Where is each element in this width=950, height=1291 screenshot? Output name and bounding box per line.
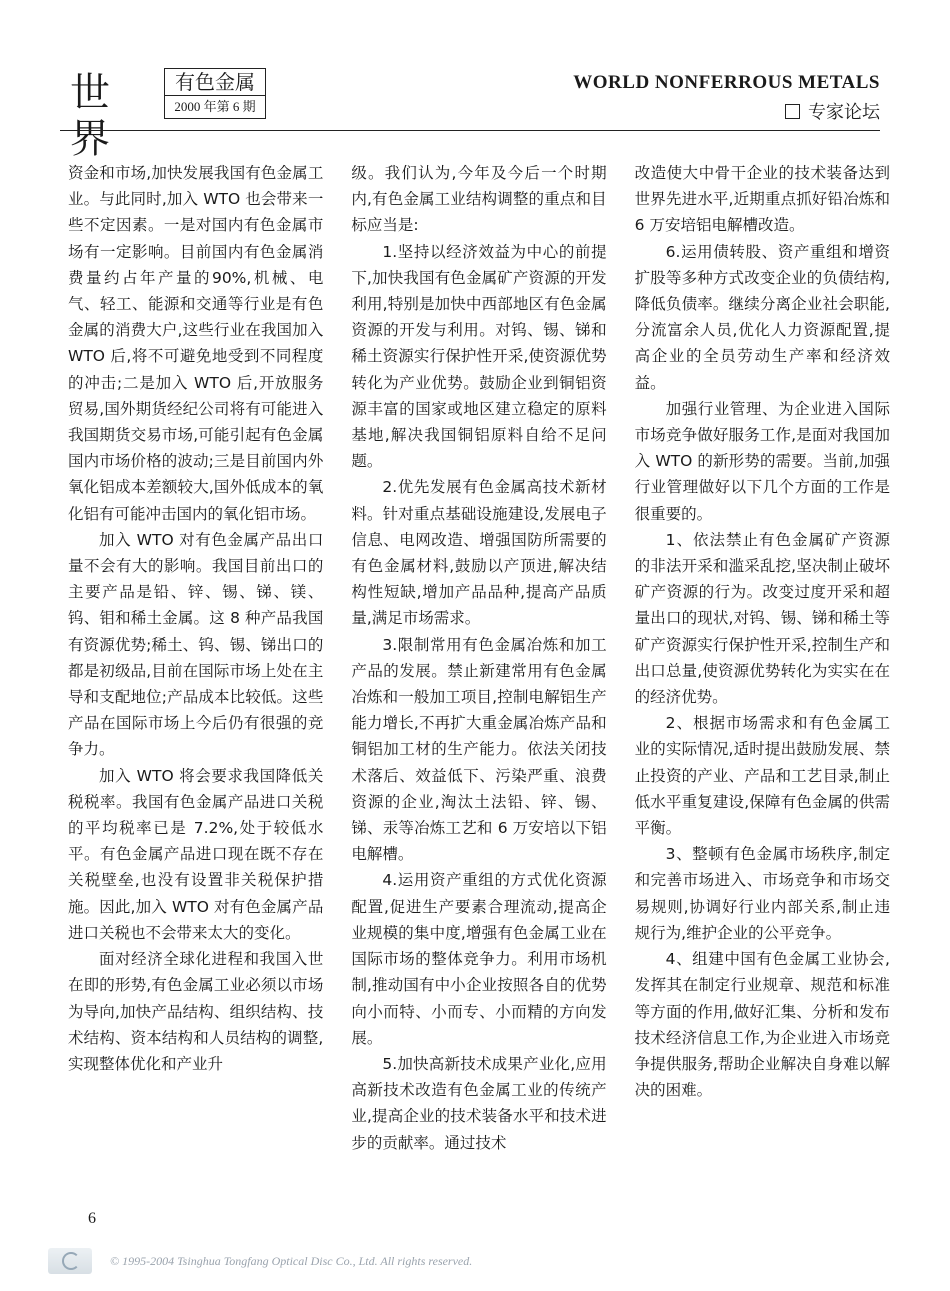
article-body [68, 160, 890, 1156]
paragraph: 4.运用资产重组的方式优化资源配置,促进生产要素合理流动,提高企业规模的集中度,增强有色金属工业在国际市场的整体竞争力。利用市场机制,推动国有中小企业按照各自的优势向小而特、小而专、小而精的方向发展。 [351, 871, 607, 1047]
paragraph: 3.限制常用有色金属冶炼和加工产品的发展。禁止新建常用有色金属冶炼和一般加工项目,控制电解铝生产能力增长,不再扩大重金属冶炼产品和铜铝加工材的生产能力。依法关闭技术落后、效益低下、污染严重、浪费资源的企业,淘汰土法铅、锌、锡、锑、汞等冶炼工艺和 6 万安培以下铝电解槽。 [351, 635, 607, 864]
section-label: 专家论坛 [808, 102, 880, 123]
paragraph: 加入 WTO 对有色金属产品出口量不会有大的影响。我国目前出口的主要产品是铅、锌、锡、锑、镁、钨、钼和稀土金属。这 8 种产品我国有资源优势;稀土、钨、锡、锑出口的都是初级品,目前在国际市场上处在主导和支配地位;产品成本比较低。这些产品在国际市场上今后仍有很强的竞争力。 [68, 530, 324, 759]
header-rule [60, 130, 880, 131]
masthead-world: 世界 [70, 70, 111, 162]
paragraph: 加入 WTO 将会要求我国降低关税税率。我国有色金属产品进口关税的平均税率已是 7.2%,处于较低水平。有色金属产品进口现在既不存在关税壁垒,也没有设置非关税保护措施。因此,加入 WTO 对有色金属产品进口关税也不会带来太大的变化。 [68, 766, 324, 942]
paragraph: 5.加快高新技术成果产业化,应用高新技术改造有色金属工业的传统产业,提高企业的技术装备水平和技术进步的贡献率。通过技术 [351, 1054, 607, 1152]
paragraph: 2、根据市场需求和有色金属工业的实际情况,适时提出鼓励发展、禁止投资的产业、产品和工艺目录,制止低水平重复建设,保障有色金属的供需平衡。 [634, 714, 890, 838]
paragraph: 1.坚持以经济效益为中心的前提下,加快我国有色金属矿产资源的开发利用,特别是加快中西部地区有色金属资源的开发与利用。对钨、锡、锑和稀土资源实行保护性开采,使资源优势转化为产业优势。鼓励企业到铜铝资源丰富的国家或地区建立稳定的原料基地,解决我国铜铝原料自给不足问题。 [351, 242, 607, 471]
page-number: 6 [88, 1210, 96, 1227]
journal-title-box [164, 68, 266, 119]
paragraph: 资金和市场,加快发展我国有色金属工业。与此同时,加入 WTO 也会带来一些不定因素。一是对国内有色金属市场有一定影响。目前国内有色金属消费量约占年产量的90%,机械、电气、轻工、能源和交通等行业是有色金属的消费大户,这些行业在我国加入 WTO 后,将不可避免地受到不同程度的冲击;二是加入 WTO 后,开放服务贸易,国外期货经纪公司将有可能进入我国期货交易市场,可能引起有色金属国内市场价格的波动;三是目前国内外氧化铝成本差额较大,国外低成本的氧化铝有可能冲击国内的氧化铝市场。 [68, 164, 324, 523]
text-column-1 [68, 160, 323, 1156]
text-column-3 [635, 160, 890, 1156]
journal-name: 有色金属 [165, 69, 265, 96]
page-footer [48, 1246, 928, 1276]
english-journal-title: WORLD NONFERROUS METALS [573, 72, 880, 93]
paragraph: 4、组建中国有色金属工业协会,发挥其在制定行业规章、规范和标准等方面的作用,做好汇集、分析和发布技术经济信息工作,为企业进入市场竞争提供服务,帮助企业解决自身难以解决的困难。 [634, 950, 890, 1100]
copyright-notice: © 1995-2004 Tsinghua Tongfang Optical Disc Co., Ltd. All rights reserved. [110, 1253, 473, 1268]
paragraph: 改造使大中骨干企业的技术装备达到世界先进水平,近期重点抓好铅冶炼和 6 万安培铝电解槽改造。 [634, 164, 890, 235]
paragraph: 面对经济全球化进程和我国入世在即的形势,有色金属工业必须以市场为导向,加快产品结构、组织结构、技术结构、资本结构和人员结构的调整,实现整体优化和产业升 [68, 950, 324, 1073]
paragraph: 6.运用债转股、资产重组和增资扩股等多种方式改变企业的负债结构,降低负债率。继续分离企业社会职能,分流富余人员,优化人力资源配置,提高企业的全员劳动生产率和经济效益。 [634, 242, 890, 392]
journal-issue: 2000 年第 6 期 [174, 99, 256, 114]
paragraph: 2.优先发展有色金属高技术新材料。针对重点基础设施建设,发展电子信息、电网改造、增强国防所需要的有色金属材料,鼓励以产顶进,解决结构性短缺,增加产品品种,提高产品质量,满足市场需求。 [351, 478, 607, 628]
section-tag [785, 98, 880, 124]
page-header [60, 62, 880, 162]
paragraph: 3、整顿有色金属市场秩序,制定和完善市场进入、市场竞争和市场交易规则,协调好行业内部关系,制止违规行为,维护企业的公平竞争。 [634, 845, 890, 942]
paragraph: 加强行业管理、为企业进入国际市场竞争做好服务工作,是面对我国加入 WTO 的新形势的需要。当前,加强行业管理做好以下几个方面的工作是很重要的。 [634, 399, 890, 523]
paragraph: 级。我们认为,今年及今后一个时期内,有色金属工业结构调整的重点和目标应当是: [351, 164, 607, 235]
square-icon [785, 104, 800, 119]
text-column-2 [351, 160, 606, 1156]
publisher-logo-icon [48, 1248, 92, 1274]
paragraph: 1、依法禁止有色金属矿产资源的非法开采和滥采乱挖,坚决制止破坏矿产资源的行为。改变过度开采和超量出口的现状,对钨、锡、锑和稀土等矿产资源实行保护性开采,控制生产和出口总量,使资源优势转化为实实在在的经济优势。 [634, 530, 890, 707]
